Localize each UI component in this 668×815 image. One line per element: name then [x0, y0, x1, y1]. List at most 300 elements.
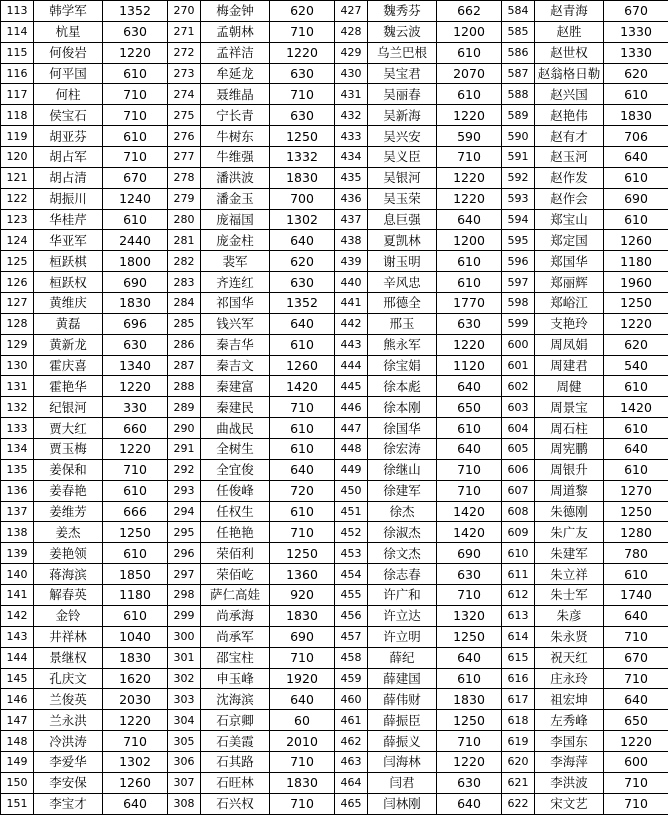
- seq-number-cell: 130: [1, 355, 34, 376]
- name-cell: 赵艳伟: [535, 105, 604, 126]
- seq-number-cell: 600: [502, 334, 535, 355]
- amount-cell: 640: [437, 376, 502, 397]
- amount-cell: 1830: [103, 647, 168, 668]
- seq-number-cell: 615: [502, 647, 535, 668]
- name-cell: 许广和: [368, 585, 437, 606]
- amount-cell: 710: [437, 480, 502, 501]
- amount-cell: 630: [270, 105, 335, 126]
- roster-body: [1, 1, 668, 815]
- seq-number-cell: 125: [1, 251, 34, 272]
- amount-cell: 1220: [437, 167, 502, 188]
- name-cell: 兰永洪: [34, 710, 103, 731]
- amount-cell: 650: [604, 710, 668, 731]
- seq-number-cell: 300: [168, 626, 201, 647]
- seq-number-cell: 602: [502, 376, 535, 397]
- name-cell: 赵胜: [535, 21, 604, 42]
- name-cell: 荣佰利: [201, 543, 270, 564]
- name-cell: 庄永玲: [535, 668, 604, 689]
- name-cell: 冷洪涛: [34, 731, 103, 752]
- amount-cell: 1260: [103, 772, 168, 793]
- seq-number-cell: 118: [1, 105, 34, 126]
- table-row: [1, 439, 668, 460]
- amount-cell: 700: [270, 188, 335, 209]
- name-cell: 孔庆文: [34, 668, 103, 689]
- name-cell: 周建君: [535, 355, 604, 376]
- name-cell: 郑定国: [535, 230, 604, 251]
- name-cell: 曲战民: [201, 418, 270, 439]
- amount-cell: 1830: [437, 689, 502, 710]
- seq-number-cell: 135: [1, 459, 34, 480]
- seq-number-cell: 601: [502, 355, 535, 376]
- seq-number-cell: 305: [168, 731, 201, 752]
- name-cell: 石兴权: [201, 793, 270, 814]
- amount-cell: 710: [270, 751, 335, 772]
- seq-number-cell: 131: [1, 376, 34, 397]
- name-cell: 蒋海滨: [34, 564, 103, 585]
- seq-number-cell: 587: [502, 63, 535, 84]
- seq-number-cell: 144: [1, 647, 34, 668]
- seq-number-cell: 291: [168, 439, 201, 460]
- amount-cell: 1040: [103, 626, 168, 647]
- name-cell: 吴新海: [368, 105, 437, 126]
- name-cell: 乌兰巴根: [368, 42, 437, 63]
- name-cell: 解春英: [34, 585, 103, 606]
- seq-number-cell: 151: [1, 793, 34, 814]
- seq-number-cell: 296: [168, 543, 201, 564]
- amount-cell: 540: [604, 355, 668, 376]
- amount-cell: 610: [604, 564, 668, 585]
- amount-cell: 1830: [604, 105, 668, 126]
- name-cell: 薛建国: [368, 668, 437, 689]
- amount-cell: 1340: [103, 355, 168, 376]
- amount-cell: 710: [103, 459, 168, 480]
- seq-number-cell: 298: [168, 585, 201, 606]
- amount-cell: 610: [270, 418, 335, 439]
- seq-number-cell: 286: [168, 334, 201, 355]
- name-cell: 井祥林: [34, 626, 103, 647]
- amount-cell: 630: [270, 63, 335, 84]
- table-row: [1, 689, 668, 710]
- seq-number-cell: 595: [502, 230, 535, 251]
- name-cell: 李宝才: [34, 793, 103, 814]
- amount-cell: 696: [103, 313, 168, 334]
- seq-number-cell: 440: [335, 272, 368, 293]
- table-row: [1, 522, 668, 543]
- table-row: [1, 188, 668, 209]
- amount-cell: 1250: [270, 543, 335, 564]
- seq-number-cell: 607: [502, 480, 535, 501]
- name-cell: 许立达: [368, 605, 437, 626]
- amount-cell: 660: [103, 418, 168, 439]
- amount-cell: 920: [270, 585, 335, 606]
- amount-cell: 710: [604, 793, 668, 814]
- amount-cell: 1250: [103, 522, 168, 543]
- amount-cell: 610: [604, 167, 668, 188]
- amount-cell: 1830: [270, 772, 335, 793]
- seq-number-cell: 149: [1, 751, 34, 772]
- amount-cell: 1830: [103, 293, 168, 314]
- seq-number-cell: 116: [1, 63, 34, 84]
- seq-number-cell: 271: [168, 21, 201, 42]
- name-cell: 赵翁格日勒: [535, 63, 604, 84]
- name-cell: 赵兴国: [535, 84, 604, 105]
- name-cell: 吴玉荣: [368, 188, 437, 209]
- seq-number-cell: 590: [502, 126, 535, 147]
- table-row: [1, 209, 668, 230]
- name-cell: 徐国华: [368, 418, 437, 439]
- name-cell: 萨仁高娃: [201, 585, 270, 606]
- name-cell: 赵玉河: [535, 147, 604, 168]
- amount-cell: 610: [103, 209, 168, 230]
- seq-number-cell: 619: [502, 731, 535, 752]
- seq-number-cell: 618: [502, 710, 535, 731]
- seq-number-cell: 139: [1, 543, 34, 564]
- name-cell: 秦建民: [201, 397, 270, 418]
- seq-number-cell: 592: [502, 167, 535, 188]
- seq-number-cell: 441: [335, 293, 368, 314]
- seq-number-cell: 603: [502, 397, 535, 418]
- name-cell: 赵世权: [535, 42, 604, 63]
- amount-cell: 2030: [103, 689, 168, 710]
- name-cell: 薛伟财: [368, 689, 437, 710]
- name-cell: 谢玉明: [368, 251, 437, 272]
- seq-number-cell: 460: [335, 689, 368, 710]
- amount-cell: 620: [604, 334, 668, 355]
- seq-number-cell: 451: [335, 501, 368, 522]
- name-cell: 许立明: [368, 626, 437, 647]
- name-cell: 牟延龙: [201, 63, 270, 84]
- seq-number-cell: 591: [502, 147, 535, 168]
- name-cell: 徐建军: [368, 480, 437, 501]
- seq-number-cell: 123: [1, 209, 34, 230]
- amount-cell: 640: [437, 439, 502, 460]
- name-cell: 兰俊英: [34, 689, 103, 710]
- seq-number-cell: 284: [168, 293, 201, 314]
- amount-cell: 630: [437, 772, 502, 793]
- amount-cell: 1330: [604, 42, 668, 63]
- table-row: [1, 668, 668, 689]
- name-cell: 祖宏坤: [535, 689, 604, 710]
- name-cell: 黄新龙: [34, 334, 103, 355]
- name-cell: 徐宝娟: [368, 355, 437, 376]
- table-row: [1, 126, 668, 147]
- amount-cell: 710: [103, 105, 168, 126]
- seq-number-cell: 272: [168, 42, 201, 63]
- amount-cell: 1260: [604, 230, 668, 251]
- amount-cell: 610: [103, 63, 168, 84]
- name-cell: 朱永贤: [535, 626, 604, 647]
- name-cell: 秦建富: [201, 376, 270, 397]
- name-cell: 何柱: [34, 84, 103, 105]
- name-cell: 贾大红: [34, 418, 103, 439]
- table-row: [1, 710, 668, 731]
- amount-cell: 590: [437, 126, 502, 147]
- table-row: [1, 772, 668, 793]
- table-row: [1, 251, 668, 272]
- seq-number-cell: 136: [1, 480, 34, 501]
- seq-number-cell: 137: [1, 501, 34, 522]
- name-cell: 左秀峰: [535, 710, 604, 731]
- amount-cell: 1830: [270, 167, 335, 188]
- amount-cell: 1352: [103, 1, 168, 22]
- name-cell: 周景宝: [535, 397, 604, 418]
- amount-cell: 1360: [270, 564, 335, 585]
- amount-cell: 1120: [437, 355, 502, 376]
- amount-cell: 666: [103, 501, 168, 522]
- name-cell: 胡占军: [34, 147, 103, 168]
- seq-number-cell: 608: [502, 501, 535, 522]
- table-row: [1, 480, 668, 501]
- name-cell: 申玉峰: [201, 668, 270, 689]
- seq-number-cell: 617: [502, 689, 535, 710]
- seq-number-cell: 146: [1, 689, 34, 710]
- seq-number-cell: 622: [502, 793, 535, 814]
- seq-number-cell: 122: [1, 188, 34, 209]
- amount-cell: 640: [604, 689, 668, 710]
- name-cell: 宁长青: [201, 105, 270, 126]
- name-cell: 吴丽春: [368, 84, 437, 105]
- amount-cell: 330: [103, 397, 168, 418]
- seq-number-cell: 598: [502, 293, 535, 314]
- name-cell: 桓跃权: [34, 272, 103, 293]
- name-cell: 胡振川: [34, 188, 103, 209]
- name-cell: 祁国华: [201, 293, 270, 314]
- name-cell: 吴兴安: [368, 126, 437, 147]
- name-cell: 秦吉华: [201, 334, 270, 355]
- amount-cell: 610: [103, 126, 168, 147]
- amount-cell: 610: [270, 501, 335, 522]
- name-cell: 孟朝林: [201, 21, 270, 42]
- seq-number-cell: 302: [168, 668, 201, 689]
- name-cell: 赵作会: [535, 188, 604, 209]
- seq-number-cell: 138: [1, 522, 34, 543]
- seq-number-cell: 132: [1, 397, 34, 418]
- name-cell: 邵宝柱: [201, 647, 270, 668]
- seq-number-cell: 287: [168, 355, 201, 376]
- table-row: [1, 21, 668, 42]
- name-cell: 霍庆喜: [34, 355, 103, 376]
- table-row: [1, 459, 668, 480]
- name-cell: 周石柱: [535, 418, 604, 439]
- seq-number-cell: 445: [335, 376, 368, 397]
- amount-cell: 710: [437, 147, 502, 168]
- name-cell: 石京卿: [201, 710, 270, 731]
- amount-cell: 640: [437, 647, 502, 668]
- name-cell: 聂维晶: [201, 84, 270, 105]
- amount-cell: 1302: [103, 751, 168, 772]
- table-row: [1, 355, 668, 376]
- name-cell: 庞福国: [201, 209, 270, 230]
- amount-cell: 1220: [103, 439, 168, 460]
- name-cell: 邢玉: [368, 313, 437, 334]
- amount-cell: 610: [604, 459, 668, 480]
- name-cell: 何俊岩: [34, 42, 103, 63]
- amount-cell: 610: [437, 84, 502, 105]
- seq-number-cell: 430: [335, 63, 368, 84]
- seq-number-cell: 584: [502, 1, 535, 22]
- seq-number-cell: 458: [335, 647, 368, 668]
- table-row: [1, 418, 668, 439]
- amount-cell: 1180: [604, 251, 668, 272]
- amount-cell: 610: [604, 418, 668, 439]
- name-cell: 杭星: [34, 21, 103, 42]
- table-row: [1, 793, 668, 814]
- name-cell: 吴义臣: [368, 147, 437, 168]
- amount-cell: 600: [604, 751, 668, 772]
- amount-cell: 1220: [103, 710, 168, 731]
- seq-number-cell: 277: [168, 147, 201, 168]
- table-row: [1, 272, 668, 293]
- amount-cell: 710: [604, 626, 668, 647]
- name-cell: 桓跃棋: [34, 251, 103, 272]
- name-cell: 尚承军: [201, 626, 270, 647]
- amount-cell: 1260: [270, 355, 335, 376]
- amount-cell: 630: [437, 564, 502, 585]
- amount-cell: 690: [103, 272, 168, 293]
- name-cell: 姜艳领: [34, 543, 103, 564]
- name-cell: 李爱华: [34, 751, 103, 772]
- name-cell: 石其路: [201, 751, 270, 772]
- amount-cell: 630: [270, 272, 335, 293]
- name-cell: 侯宝石: [34, 105, 103, 126]
- seq-number-cell: 290: [168, 418, 201, 439]
- name-cell: 钱兴军: [201, 313, 270, 334]
- amount-cell: 1330: [604, 21, 668, 42]
- name-cell: 郑峪江: [535, 293, 604, 314]
- amount-cell: 1240: [103, 188, 168, 209]
- name-cell: 朱立祥: [535, 564, 604, 585]
- seq-number-cell: 442: [335, 313, 368, 334]
- amount-cell: 1332: [270, 147, 335, 168]
- seq-number-cell: 431: [335, 84, 368, 105]
- name-cell: 魏云波: [368, 21, 437, 42]
- seq-number-cell: 289: [168, 397, 201, 418]
- amount-cell: 640: [437, 209, 502, 230]
- amount-cell: 1420: [604, 397, 668, 418]
- table-row: [1, 501, 668, 522]
- name-cell: 石旺林: [201, 772, 270, 793]
- seq-number-cell: 285: [168, 313, 201, 334]
- name-cell: 牛维强: [201, 147, 270, 168]
- amount-cell: 710: [103, 731, 168, 752]
- seq-number-cell: 124: [1, 230, 34, 251]
- seq-number-cell: 436: [335, 188, 368, 209]
- amount-cell: 710: [270, 793, 335, 814]
- name-cell: 沈海滨: [201, 689, 270, 710]
- name-cell: 朱建军: [535, 543, 604, 564]
- amount-cell: 610: [270, 334, 335, 355]
- name-cell: 薛振义: [368, 731, 437, 752]
- amount-cell: 2440: [103, 230, 168, 251]
- amount-cell: 710: [437, 585, 502, 606]
- seq-number-cell: 274: [168, 84, 201, 105]
- seq-number-cell: 435: [335, 167, 368, 188]
- seq-number-cell: 604: [502, 418, 535, 439]
- seq-number-cell: 278: [168, 167, 201, 188]
- name-cell: 景继权: [34, 647, 103, 668]
- seq-number-cell: 147: [1, 710, 34, 731]
- seq-number-cell: 127: [1, 293, 34, 314]
- seq-number-cell: 128: [1, 313, 34, 334]
- seq-number-cell: 454: [335, 564, 368, 585]
- seq-number-cell: 459: [335, 668, 368, 689]
- table-row: [1, 731, 668, 752]
- seq-number-cell: 620: [502, 751, 535, 772]
- amount-cell: 1220: [270, 42, 335, 63]
- seq-number-cell: 134: [1, 439, 34, 460]
- amount-cell: 710: [270, 21, 335, 42]
- table-row: [1, 293, 668, 314]
- seq-number-cell: 597: [502, 272, 535, 293]
- name-cell: 胡亚芬: [34, 126, 103, 147]
- seq-number-cell: 605: [502, 439, 535, 460]
- amount-cell: 610: [437, 42, 502, 63]
- seq-number-cell: 133: [1, 418, 34, 439]
- amount-cell: 1250: [604, 501, 668, 522]
- seq-number-cell: 427: [335, 1, 368, 22]
- name-cell: 全宜俊: [201, 459, 270, 480]
- name-cell: 姜维芳: [34, 501, 103, 522]
- name-cell: 黄维庆: [34, 293, 103, 314]
- seq-number-cell: 616: [502, 668, 535, 689]
- seq-number-cell: 461: [335, 710, 368, 731]
- seq-number-cell: 462: [335, 731, 368, 752]
- name-cell: 姜春艳: [34, 480, 103, 501]
- name-cell: 周道黎: [535, 480, 604, 501]
- seq-number-cell: 306: [168, 751, 201, 772]
- amount-cell: 710: [270, 522, 335, 543]
- amount-cell: 710: [437, 459, 502, 480]
- amount-cell: 610: [270, 439, 335, 460]
- seq-number-cell: 589: [502, 105, 535, 126]
- seq-number-cell: 121: [1, 167, 34, 188]
- amount-cell: 662: [437, 1, 502, 22]
- name-cell: 牛树东: [201, 126, 270, 147]
- amount-cell: 710: [437, 731, 502, 752]
- amount-cell: 610: [604, 209, 668, 230]
- seq-number-cell: 119: [1, 126, 34, 147]
- amount-cell: 1220: [604, 313, 668, 334]
- seq-number-cell: 115: [1, 42, 34, 63]
- name-cell: 宋文艺: [535, 793, 604, 814]
- name-cell: 周银升: [535, 459, 604, 480]
- seq-number-cell: 457: [335, 626, 368, 647]
- seq-number-cell: 129: [1, 334, 34, 355]
- amount-cell: 690: [270, 626, 335, 647]
- seq-number-cell: 434: [335, 147, 368, 168]
- name-cell: 郑宝山: [535, 209, 604, 230]
- name-cell: 徐本刚: [368, 397, 437, 418]
- seq-number-cell: 446: [335, 397, 368, 418]
- amount-cell: 690: [604, 188, 668, 209]
- table-row: [1, 147, 668, 168]
- name-cell: 吴银河: [368, 167, 437, 188]
- amount-cell: 1830: [270, 605, 335, 626]
- seq-number-cell: 610: [502, 543, 535, 564]
- amount-cell: 1220: [103, 42, 168, 63]
- seq-number-cell: 114: [1, 21, 34, 42]
- seq-number-cell: 120: [1, 147, 34, 168]
- seq-number-cell: 613: [502, 605, 535, 626]
- amount-cell: 630: [103, 21, 168, 42]
- name-cell: 李安保: [34, 772, 103, 793]
- name-cell: 金铃: [34, 605, 103, 626]
- name-cell: 周健: [535, 376, 604, 397]
- seq-number-cell: 294: [168, 501, 201, 522]
- seq-number-cell: 612: [502, 585, 535, 606]
- amount-cell: 2070: [437, 63, 502, 84]
- seq-number-cell: 150: [1, 772, 34, 793]
